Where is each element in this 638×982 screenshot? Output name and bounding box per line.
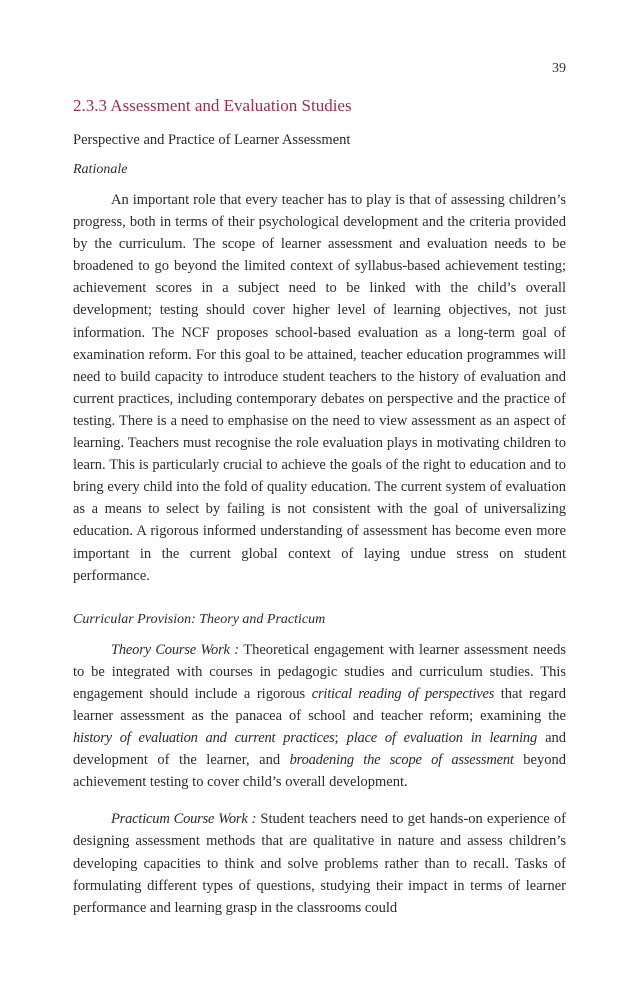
theory-italic-4: broadening the scope of assessment <box>289 752 514 769</box>
theory-text-4: and development of the learner, and <box>73 730 566 769</box>
section-heading: 2.3.3 Assessment and Evaluation Studies <box>73 96 352 115</box>
theory-text-2: that regard learner assessment as the panacea of school and teacher reform; examining the <box>73 685 566 724</box>
practicum-text: Student teachers need to get hands-on experience of designing assessment methods that are qualitative in nature and assess children’s developing capacities to think and solve problems rather than to recall. Tasks of formulating different types of questions, studying their impact in terms of learner performance and learning grasp in the classrooms could <box>73 811 566 916</box>
page-content <box>73 94 566 919</box>
practicum-course-paragraph <box>73 808 566 918</box>
practicum-course-lead: Practicum Course Work : <box>111 811 257 828</box>
rationale-label: Rationale <box>73 162 128 177</box>
theory-course-paragraph <box>73 639 566 794</box>
theory-text-3: ; <box>334 730 347 747</box>
theory-italic-3: place of evaluation in learning <box>346 730 537 747</box>
theory-italic-2: history of evaluation and current practices <box>73 730 335 747</box>
theory-text-1: Theoretical engagement with learner assessment needs to be integrated with courses in pedagogic studies and curriculum studies. This engagement should include a rigorous <box>73 641 566 702</box>
theory-italic-1: critical reading of perspectives <box>311 685 495 702</box>
theory-course-lead: Theory Course Work : <box>111 641 239 658</box>
subheading: Perspective and Practice of Learner Assessment <box>73 132 351 148</box>
rationale-paragraph: An important role that every teacher has to play is that of assessing children’s progress, both in terms of their psychological development and the criteria provided by the curriculum. The scope of learner assessment and evaluation needs to be broadened to go beyond the limited context of syllabus-based achievement testing; achievement scores in a subject need to be linked with the child’s overall development; testing should cover higher level of learning objectives, not just information. The NCF proposes school-based evaluation as a long-term goal of examination reform. For this goal to be attained, teacher education programmes will need to build capacity to introduce student teachers to the history of evaluation and current practices, including contemporary debates on perspective and the practice of testing. There is a need to emphasise on the need to view assessment as an aspect of learning. Teachers must recognise the role evaluation plays in motivating children to learn. This is particularly crucial to achieve the goals of the right to education and to bring every child into the fold of quality education. The current system of evaluation as a means to select by failing is not consistent with the goal of universalizing education. A rigorous informed understanding of assessment has become even more important in the current global context of laying undue stress on student performance. <box>73 192 566 584</box>
curricular-provision-label: Curricular Provision: Theory and Practicum <box>73 611 326 627</box>
page-number: 39 <box>552 61 566 76</box>
theory-text-5: beyond achievement testing to cover child’s overall development. <box>73 752 566 791</box>
